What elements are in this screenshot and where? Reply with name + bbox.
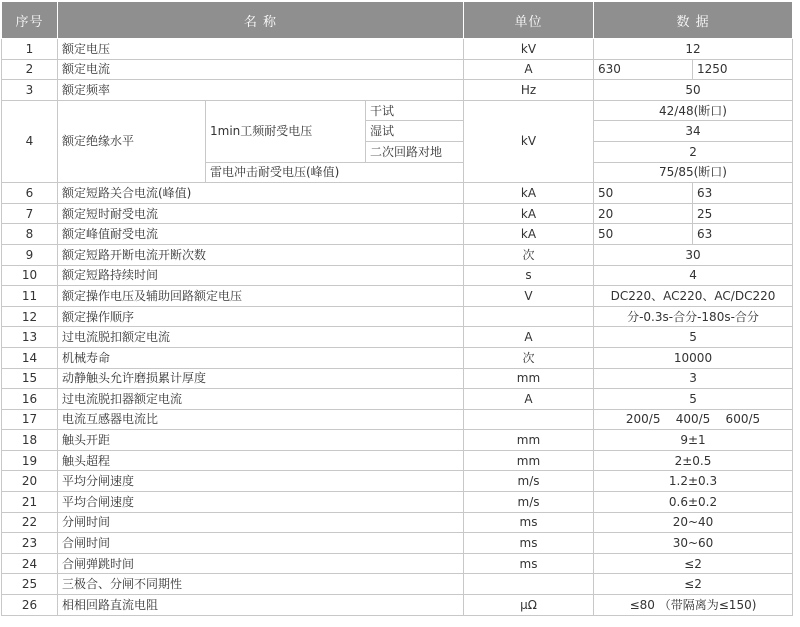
row-value: 50: [594, 80, 793, 101]
table-row: [2, 368, 793, 389]
row-no: 15: [2, 368, 58, 389]
row-value-dry: 42/48(断口): [594, 100, 793, 121]
row-unit: A: [464, 59, 594, 80]
row-value: ≤2: [594, 574, 793, 595]
row-value: 2±0.5: [594, 450, 793, 471]
row-unit: A: [464, 327, 594, 348]
row-subname-dry: 干试: [366, 100, 464, 121]
row-name: 平均合闸速度: [58, 492, 464, 513]
row-value: ≤80 （带隔离为≤150): [594, 595, 793, 616]
table-row: [2, 389, 793, 410]
row-value-2: 63: [693, 224, 793, 245]
row-unit: s: [464, 265, 594, 286]
table-row: [2, 553, 793, 574]
row-unit: ms: [464, 553, 594, 574]
table-row: [2, 327, 793, 348]
row-no: 21: [2, 492, 58, 513]
table-row: [2, 306, 793, 327]
row-unit: [464, 306, 594, 327]
row-name: 额定短路关合电流(峰值): [58, 183, 464, 204]
row-value-2: 25: [693, 203, 793, 224]
table-row: [2, 574, 793, 595]
row-name: 合闸时间: [58, 533, 464, 554]
row-no: 25: [2, 574, 58, 595]
row-subname-lightning: 雷电冲击耐受电压(峰值): [206, 162, 464, 183]
row-unit: ms: [464, 533, 594, 554]
row-no: 20: [2, 471, 58, 492]
row-name: 电流互感器电流比: [58, 409, 464, 430]
row-unit: [464, 574, 594, 595]
header-row: [2, 2, 793, 39]
row-name: 额定频率: [58, 80, 464, 101]
row-no: 22: [2, 512, 58, 533]
row-unit: m/s: [464, 492, 594, 513]
row-value: 分-0.3s-合分-180s-合分: [594, 306, 793, 327]
row-no: 9: [2, 244, 58, 265]
row-name: 额定峰值耐受电流: [58, 224, 464, 245]
table-row: [2, 203, 793, 224]
row-unit: mm: [464, 430, 594, 451]
row-value-1: 630: [594, 59, 693, 80]
row-value-wet: 34: [594, 121, 793, 142]
row-no: 7: [2, 203, 58, 224]
table-row: [2, 59, 793, 80]
row-unit: Hz: [464, 80, 594, 101]
row-name: 额定短时耐受电流: [58, 203, 464, 224]
table-row: [2, 347, 793, 368]
row-no: 19: [2, 450, 58, 471]
table-row: [2, 39, 793, 60]
row-unit: mm: [464, 450, 594, 471]
row-no: 1: [2, 39, 58, 60]
row-name: 额定操作顺序: [58, 306, 464, 327]
row-no: 17: [2, 409, 58, 430]
row-name: 触头超程: [58, 450, 464, 471]
row-unit: kV: [464, 39, 594, 60]
row-value: 4: [594, 265, 793, 286]
row-value: 1.2±0.3: [594, 471, 793, 492]
row-value-1: 20: [594, 203, 693, 224]
row-no: 10: [2, 265, 58, 286]
row-unit: kA: [464, 183, 594, 204]
header-no: 序号: [2, 2, 58, 39]
row-subname-aux: 二次回路对地: [366, 141, 464, 162]
row-value-2: 63: [693, 183, 793, 204]
row-value-lightning: 75/85(断口): [594, 162, 793, 183]
row-value: 3: [594, 368, 793, 389]
row-no: 18: [2, 430, 58, 451]
row-no: 23: [2, 533, 58, 554]
row-value-aux: 2: [594, 141, 793, 162]
row-name: 触头开距: [58, 430, 464, 451]
row-unit: mm: [464, 368, 594, 389]
table-row: [2, 450, 793, 471]
row-unit: V: [464, 286, 594, 307]
row-value: DC220、AC220、AC/DC220: [594, 286, 793, 307]
table-row: [2, 512, 793, 533]
row-name: 额定绝缘水平: [58, 100, 206, 182]
row-name: 动静触头允许磨损累计厚度: [58, 368, 464, 389]
table-row: [2, 286, 793, 307]
row-no: 8: [2, 224, 58, 245]
row-value-2: 1250: [693, 59, 793, 80]
row-name: 平均分闸速度: [58, 471, 464, 492]
row-unit: kA: [464, 203, 594, 224]
row-no: 24: [2, 553, 58, 574]
row-unit: A: [464, 389, 594, 410]
table-row: [2, 430, 793, 451]
row-value: 5: [594, 327, 793, 348]
row-name: 过电流脱扣器额定电流: [58, 389, 464, 410]
row-value: 200/5 400/5 600/5: [594, 409, 793, 430]
row-unit: [464, 409, 594, 430]
row-subname-power-frequency: 1min工频耐受电压: [206, 100, 366, 162]
row-unit: ms: [464, 512, 594, 533]
row-name: 过电流脱扣额定电流: [58, 327, 464, 348]
row-name: 合闸弹跳时间: [58, 553, 464, 574]
table-row: [2, 100, 793, 121]
table-row: [2, 224, 793, 245]
row-value: 9±1: [594, 430, 793, 451]
table-row: [2, 183, 793, 204]
header-unit: 单位: [464, 2, 594, 39]
row-value: 5: [594, 389, 793, 410]
row-unit: μΩ: [464, 595, 594, 616]
table-row: [2, 80, 793, 101]
row-unit: kA: [464, 224, 594, 245]
row-name: 三极合、分闸不同期性: [58, 574, 464, 595]
row-unit: m/s: [464, 471, 594, 492]
row-value: 12: [594, 39, 793, 60]
row-name: 分闸时间: [58, 512, 464, 533]
row-unit: 次: [464, 244, 594, 265]
row-name: 额定短路持续时间: [58, 265, 464, 286]
row-name: 额定操作电压及辅助回路额定电压: [58, 286, 464, 307]
row-name: 额定电流: [58, 59, 464, 80]
spec-table: [1, 1, 793, 616]
row-no: 6: [2, 183, 58, 204]
row-value-1: 50: [594, 224, 693, 245]
table-row: [2, 471, 793, 492]
row-no: 3: [2, 80, 58, 101]
row-value: 30: [594, 244, 793, 265]
row-name: 额定短路开断电流开断次数: [58, 244, 464, 265]
row-value: 0.6±0.2: [594, 492, 793, 513]
table-row: [2, 595, 793, 616]
table-row: [2, 265, 793, 286]
row-name: 机械寿命: [58, 347, 464, 368]
row-name: 额定电压: [58, 39, 464, 60]
row-value: 10000: [594, 347, 793, 368]
table-row: [2, 409, 793, 430]
row-no: 4: [2, 100, 58, 182]
table-row: [2, 533, 793, 554]
row-unit: 次: [464, 347, 594, 368]
header-data: 数 据: [594, 2, 793, 39]
row-unit: kV: [464, 100, 594, 182]
row-subname-wet: 湿试: [366, 121, 464, 142]
row-no: 14: [2, 347, 58, 368]
header-name: 名 称: [58, 2, 464, 39]
row-no: 13: [2, 327, 58, 348]
row-value: 30~60: [594, 533, 793, 554]
row-name: 相相回路直流电阻: [58, 595, 464, 616]
row-no: 2: [2, 59, 58, 80]
row-value-1: 50: [594, 183, 693, 204]
row-no: 16: [2, 389, 58, 410]
row-no: 11: [2, 286, 58, 307]
row-no: 12: [2, 306, 58, 327]
row-no: 26: [2, 595, 58, 616]
row-value: 20~40: [594, 512, 793, 533]
table-row: [2, 492, 793, 513]
table-row: [2, 244, 793, 265]
row-value: ≤2: [594, 553, 793, 574]
